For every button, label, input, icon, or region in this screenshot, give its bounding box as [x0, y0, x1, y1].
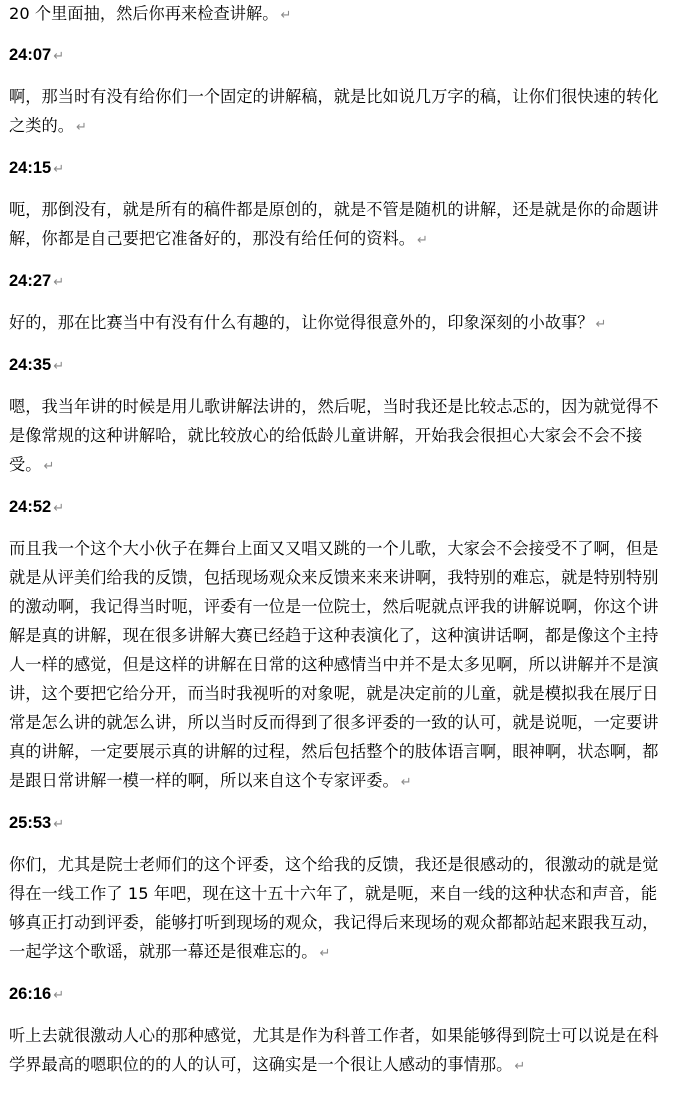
paragraph	[9, 534, 669, 797]
paragraph	[9, 1021, 669, 1081]
paragraph	[9, 308, 669, 339]
paragraph-mark-icon: ↵	[53, 987, 65, 1002]
paragraph-mark-icon: ↵	[514, 1059, 526, 1074]
timestamp-text: 25:53	[9, 814, 52, 832]
paragraph-text: 嗯，我当年讲的时候是用儿歌讲解法讲的，然后呢，当时我还是比较忐忑的，因为就觉得不是像常规的这种讲解哈，就比较放心的给低龄儿童讲解，开始我会很担心大家会不会不接受。	[9, 397, 659, 474]
paragraph-text: 而且我一个这个大小伙子在舞台上面又又唱又跳的一个儿歌，大家会不会接受不了啊，但是就是从评美们给我的反馈，包括现场观众来反馈来来来讲啊，我特别的难忘，就是特别特别的激动啊，我记得当时呃，评委有一位是一位院士，然后呢就点评我的讲解说啊，你这个讲解是真的讲解，现在很多讲解大赛已经趋于这种表演化了，这种演讲话啊，都是像这个主持人一样的感觉，但是这样的讲解在日常的这种感情当中并不是太多见啊，所以讲解并不是演讲，这个要把它给分开，而当时我视听的对象呢，就是决定前的儿童，就是模拟我在展厅日常是怎么讲的就怎么讲，所以当时反而得到了很多评委的一致的认可，就是说呃，一定要讲真的讲解，一定要展示真的讲解的过程，然后包括整个的肢体语言啊，眼神啊，状态啊，都是跟日常讲解一模一样的啊，所以来自这个专家评委。	[9, 539, 659, 790]
timestamp-text: 24:35	[9, 356, 52, 374]
timestamp-text: 24:07	[9, 46, 52, 64]
timestamp	[9, 980, 669, 1009]
timestamp-text: 24:52	[9, 498, 52, 516]
paragraph	[9, 195, 669, 255]
paragraph-mark-icon: ↵	[53, 48, 65, 63]
paragraph-mark-icon: ↵	[53, 500, 65, 515]
paragraph-text: 啊，那当时有没有给你们一个固定的讲解稿，就是比如说几万字的稿，让你们很快速的转化之类的。	[9, 87, 659, 135]
paragraph-text: 呃，那倒没有，就是所有的稿件都是原创的，就是不管是随机的讲解，还是就是你的命题讲解，你都是自己要把它准备好的，那没有给任何的资料。	[9, 200, 659, 248]
paragraph	[9, 82, 669, 142]
paragraph-mark-icon: ↵	[319, 946, 331, 961]
timestamp	[9, 351, 669, 380]
paragraph-text: 你们，尤其是院士老师们的这个评委，这个给我的反馈，我还是很感动的，很激动的就是觉得在一线工作了 15 年吧，现在这十五十六年了，就是呃，来自一线的这种状态和声音，能够真正打动到评委，能够打听到现场的观众，我记得后来现场的观众都都站起来跟我互动，一起学这个歌谣，就那一幕还是很难忘的。	[9, 855, 659, 961]
timestamp	[9, 809, 669, 838]
paragraph-mark-icon: ↵	[75, 120, 87, 135]
paragraph-mark-icon: ↵	[280, 8, 292, 23]
timestamp	[9, 493, 669, 522]
paragraph-mark-icon: ↵	[53, 274, 65, 289]
paragraph-mark-icon: ↵	[53, 161, 65, 176]
timestamp-text: 26:16	[9, 985, 52, 1003]
paragraph-mark-icon: ↵	[53, 816, 65, 831]
timestamp	[9, 41, 669, 70]
paragraph	[9, 850, 669, 968]
paragraph-mark-icon: ↵	[416, 233, 428, 248]
paragraph-text: 20 个里面抽，然后你再来检查讲解。	[9, 4, 279, 23]
paragraph-mark-icon: ↵	[595, 317, 607, 332]
paragraph-text: 听上去就很激动人心的那种感觉，尤其是作为科普工作者，如果能够得到院士可以说是在科学界最高的嗯职位的的人的认可，这确实是一个很让人感动的事情那。	[9, 1026, 659, 1074]
paragraph	[9, 0, 669, 30]
paragraph-mark-icon: ↵	[43, 459, 55, 474]
timestamp	[9, 267, 669, 296]
paragraph	[9, 392, 669, 481]
paragraph-mark-icon: ↵	[400, 775, 412, 790]
timestamp	[9, 154, 669, 183]
paragraph-mark-icon: ↵	[53, 358, 65, 373]
paragraph-text: 好的，那在比赛当中有没有什么有趣的，让你觉得很意外的，印象深刻的小故事？	[9, 313, 594, 332]
timestamp-text: 24:15	[9, 159, 52, 177]
timestamp-text: 24:27	[9, 272, 52, 290]
